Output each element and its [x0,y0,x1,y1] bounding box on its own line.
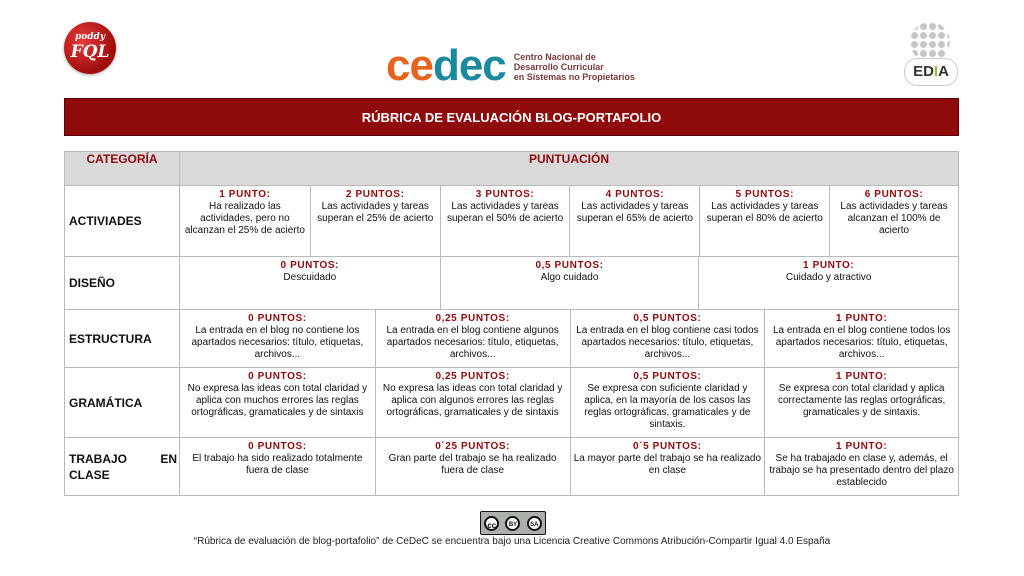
edia-tree-icon [910,22,950,62]
score-points: 4 PUNTOS: [605,189,665,200]
score-description: Se expresa con suficiente claridad y aplica, en la mayoría de los casos las reglas ortográficas, gramaticales y de sintaxis. [584,383,751,430]
row-category-line1 [69,451,179,467]
license-text: “Rúbrica de evaluación de blog-portafolio” de CeDeC se encuentra bajo una Licencia Creative Commons Atribución-Compartir Igual 4.0 España [193,536,831,547]
row-category-line2: CLASE [69,467,110,482]
row-category-word-trabajo: TRABAJO [69,451,128,466]
score-points: 1 PUNTO: [835,371,888,382]
score-cell [570,368,765,437]
table-row [65,438,959,496]
header-puntuacion: PUNTUACIÓN [180,152,959,186]
score-description: No expresa las ideas con total claridad y aplica con algunos errores las reglas ortográficas, gramaticales y de sintaxis [382,383,563,418]
row-scores [180,368,959,438]
score-description: El trabajo ha sido realizado totalmente fuera de clase [192,453,363,476]
score-points: 0,25 PUNTOS: [435,313,510,324]
score-points: 0,5 PUNTOS: [633,371,702,382]
score-points: 0 PUNTOS: [248,313,307,324]
score-cells [180,257,958,309]
edia-badge [904,58,958,86]
score-description: Las actividades y tareas alcanzan el 100% de acierto [840,201,948,236]
row-category: DISEÑO [65,257,180,310]
score-description: La mayor parte del trabajo se ha realizado en clase [573,453,762,476]
row-category [65,438,180,496]
score-description: La entrada en el blog no contiene los apartados necesarios: título, etiquetas, archivos... [191,325,364,360]
score-description: Se ha trabajado en clase y, además, el trabajo se ha presentado dentro del plazo establecido [769,453,954,488]
cedec-subtitle-line1: Centro Nacional de [513,52,596,62]
row-category-word-en: EN [160,451,177,466]
score-cell [764,310,958,367]
score-cell [440,186,570,256]
score-points: 0,25 PUNTOS: [435,371,510,382]
header-categoria: CATEGORÍA [65,152,180,186]
score-points: 0´25 PUNTOS: [435,441,511,452]
row-scores [180,310,959,368]
score-points: 3 PUNTOS: [475,189,535,200]
score-cell [375,310,570,367]
cedec-logo [386,41,635,90]
cc-icon: cc [484,516,499,531]
score-points: 1 PUNTO: [803,260,855,271]
cedec-wordmark-ce: ce [386,41,433,90]
cedec-wordmark [386,41,506,90]
score-cell [440,257,699,309]
score-cell [180,186,310,256]
table-header-row [65,152,959,186]
table-row [65,186,959,257]
fql-logo-bottom-text: FQL [70,42,110,62]
score-description: No expresa las ideas con total claridad y aplica con muchos errores las reglas ortográficas, gramaticales y de sintaxis [187,383,368,418]
score-cell [764,368,958,437]
cc-sa-icon: SA [527,516,542,531]
score-cell [375,368,570,437]
table-row [65,257,959,310]
score-points: 1 PUNTO: [835,441,888,452]
fql-logo [64,22,116,74]
score-description: Las actividades y tareas superan el 80% de acierto [706,201,823,224]
score-cell [570,438,765,495]
edia-text-ed: ED [913,63,934,80]
score-points: 0 PUNTOS: [248,441,307,452]
score-description: La entrada en el blog contiene todos los apartados necesarios: título, etiquetas, archivos... [772,325,951,360]
cedec-subtitle-line3: en Sistemas no Propietarios [513,72,635,82]
cedec-wordmark-dec: dec [432,41,506,90]
page-title: RÚBRICA DE EVALUACIÓN BLOG-PORTAFOLIO [361,109,662,125]
score-description: Se expresa con total claridad y aplica correctamente las reglas ortográficas, gramaticales y de sintaxis. [777,383,946,418]
score-cells [180,310,958,367]
score-cell [699,186,829,256]
score-cell [375,438,570,495]
score-cell [829,186,958,256]
cedec-subtitle-line2: Desarrollo Curricular [513,62,604,72]
score-description: Las actividades y tareas superan el 50% de acierto [446,201,564,224]
table-row [65,310,959,368]
row-scores [180,186,959,257]
title-banner [64,98,959,136]
score-points: 0´5 PUNTOS: [633,441,702,452]
row-scores [180,257,959,310]
score-points: 1 PUNTO: [835,313,888,324]
row-category: GRAMÁTICA [65,368,180,438]
table-row [65,368,959,438]
row-category: ACTIVIADES [65,186,180,257]
score-cell [180,438,375,495]
score-description: Las actividades y tareas superan el 25% de acierto [317,201,434,224]
score-points: 1 PUNTO: [219,189,271,200]
score-cell [764,438,958,495]
score-points: 0,5 PUNTOS: [535,260,604,271]
score-points: 5 PUNTOS: [735,189,794,200]
score-cell [180,310,375,367]
score-description: La entrada en el blog contiene casi todos apartados necesarios: título, etiquetas, archivos... [576,325,759,360]
score-cells [180,438,958,495]
row-scores [180,438,959,496]
score-points: 2 PUNTOS: [345,189,405,200]
score-cell [570,310,765,367]
cc-by-icon: BY [505,516,520,531]
score-description: Ha realizado las actividades, pero no alcanzan el 25% de acierto [184,201,305,236]
edia-text-a: A [938,63,949,80]
cedec-subtitle [514,52,635,84]
score-cell [698,257,958,309]
score-cell [310,186,440,256]
score-cells [180,186,958,256]
fql-logo-top-text: poddy [74,32,106,42]
score-points: 0 PUNTOS: [248,371,307,382]
score-description: Las actividades y tareas superan el 65% de acierto [576,201,693,224]
score-cell [569,186,699,256]
score-points: 6 PUNTOS: [864,189,924,200]
score-points: 0,5 PUNTOS: [633,313,702,324]
score-description: Algo cuidado [540,272,599,283]
score-cell [180,257,440,309]
score-description: Descuidado [283,272,337,283]
score-description: Gran parte del trabajo se ha realizado fuera de clase [388,453,557,476]
score-cell [180,368,375,437]
edia-logo [902,22,958,94]
rubric-table [64,151,959,496]
row-category: ESTRUCTURA [65,310,180,368]
score-points: 0 PUNTOS: [280,260,340,271]
score-description: La entrada en el blog contiene algunos apartados necesarios: título, etiquetas, archivos... [386,325,559,360]
edia-text-i: I [933,63,939,80]
score-description: Cuidado y atractivo [785,272,872,283]
creative-commons-badge[interactable] [480,511,546,535]
score-cells [180,368,958,437]
